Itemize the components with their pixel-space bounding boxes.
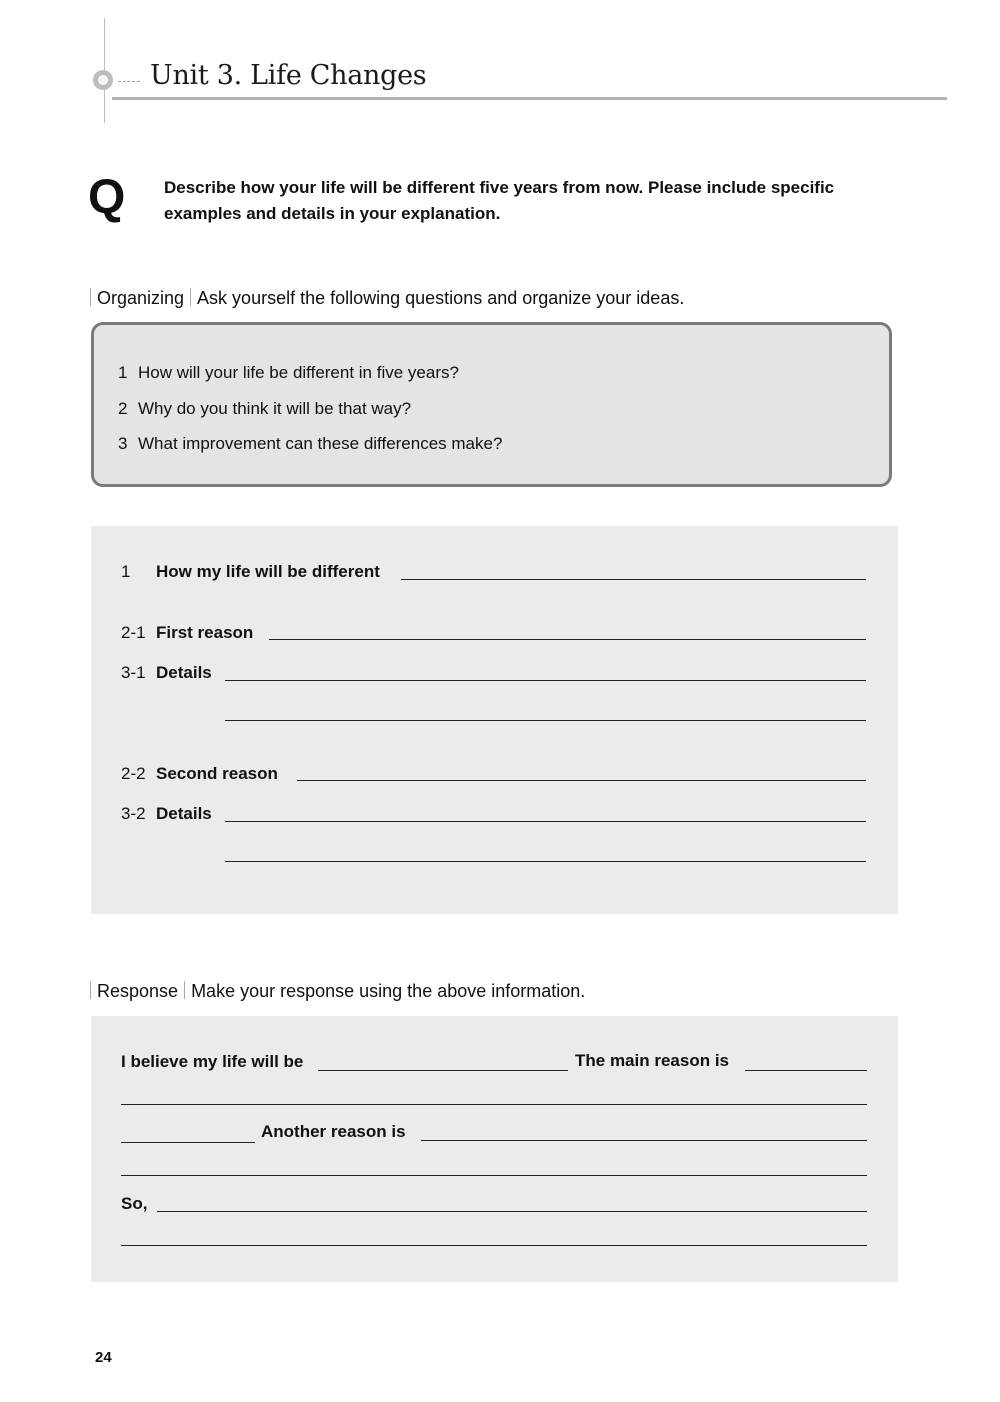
answer-line-first-reason[interactable] (269, 639, 866, 640)
outline-row-different: 1 How my life will be different (121, 562, 380, 581)
question-letter: Q (88, 171, 126, 224)
guiding-question: 2 Why do you think it will be that way? (118, 399, 412, 418)
answer-line-different[interactable] (401, 579, 866, 580)
phrase-main-reason: The main reason is (575, 1051, 729, 1070)
phrase-believe: I believe my life will be (121, 1052, 304, 1071)
organizing-label: Organizing (97, 288, 185, 308)
header-dash (118, 81, 140, 83)
page-number: 24 (95, 1349, 112, 1366)
answer-line-details-2b[interactable] (225, 861, 866, 862)
answer-line-response-3a[interactable] (121, 1142, 255, 1143)
answer-line-response-4[interactable] (121, 1175, 867, 1176)
guiding-question: 3 What improvement can these differences make? (118, 434, 503, 453)
header-rule (112, 97, 947, 100)
unit-title: Unit 3. Life Changes (150, 60, 427, 91)
outline-panel (91, 526, 898, 914)
guiding-questions-box (91, 322, 892, 487)
answer-line-response-2[interactable] (121, 1104, 867, 1105)
answer-line-so[interactable] (157, 1211, 867, 1212)
answer-line-another-reason[interactable] (421, 1140, 867, 1141)
phrase-another-reason: Another reason is (261, 1122, 406, 1141)
question-text: Describe how your life will be different five years from now. Please include specific examples and details in your explanation. (164, 178, 835, 223)
answer-line-details-2[interactable] (225, 821, 866, 822)
header-bullet-icon (93, 70, 113, 90)
answer-line-details-1[interactable] (225, 680, 866, 681)
response-label: Response (97, 981, 179, 1001)
response-heading (90, 981, 585, 1002)
organizing-heading (90, 288, 684, 309)
answer-line-main-reason[interactable] (745, 1070, 867, 1071)
outline-row-details-1: 3-1 Details (121, 663, 212, 682)
answer-line-details-1b[interactable] (225, 720, 866, 721)
response-instruction: Make your response using the above information. (191, 981, 586, 1001)
outline-row-first-reason: 2-1 First reason (121, 623, 254, 642)
guiding-question: 1 How will your life be different in five years? (118, 363, 459, 382)
answer-line-believe[interactable] (318, 1070, 568, 1071)
answer-line-second-reason[interactable] (297, 780, 866, 781)
phrase-so: So, (121, 1194, 148, 1213)
organizing-instruction: Ask yourself the following questions and organize your ideas. (197, 288, 685, 308)
outline-row-second-reason: 2-2 Second reason (121, 764, 278, 783)
answer-line-response-6[interactable] (121, 1245, 867, 1246)
response-panel (91, 1016, 898, 1282)
outline-row-details-2: 3-2 Details (121, 804, 212, 823)
